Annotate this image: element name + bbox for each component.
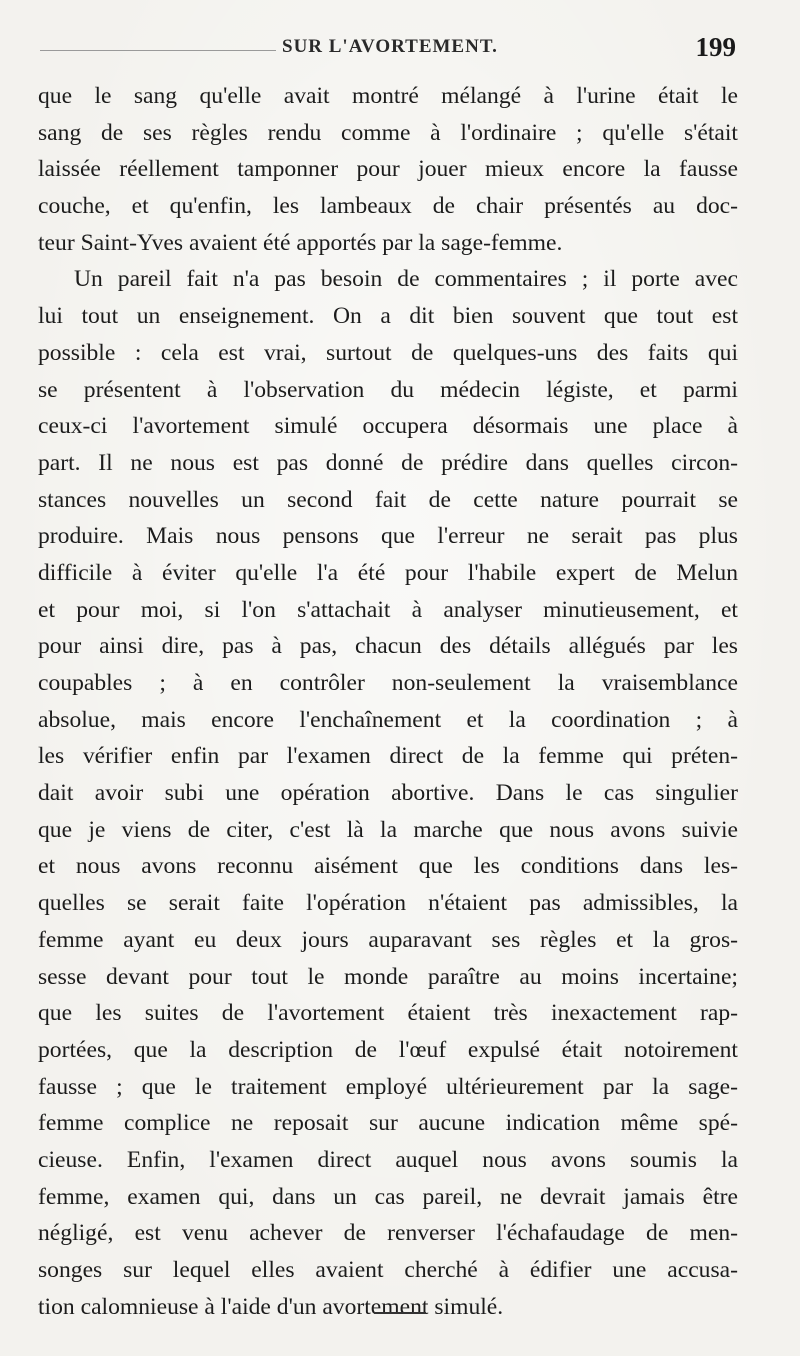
text-line: sesse devant pour tout le monde paraître au moins incertaine; (38, 963, 738, 990)
text-line: coupables ; à en contrôler non-seulement la vraisemblance (38, 670, 738, 696)
text-line: stances nouvelles un second fait de cette nature pourrait se (38, 486, 738, 513)
text-line: femme complice ne reposait sur aucune indication même spé- (38, 1110, 738, 1137)
page-header (40, 32, 740, 66)
text-line: songes sur lequel elles avaient cherché à édifier une accusa- (38, 1257, 738, 1283)
text-line: que les suites de l'avortement étaient très inexactement rap- (38, 1000, 738, 1027)
text-line: absolue, mais encore l'enchaînement et la coordination ; à (38, 706, 738, 733)
text-line: portées, que la description de l'œuf expulsé était notoirement (38, 1036, 738, 1063)
text-line: et nous avons reconnu aisément que les conditions dans les- (38, 853, 738, 880)
text-line: difficile à éviter qu'elle l'a été pour l'habile expert de Melun (38, 559, 738, 586)
text-line: les vérifier enfin par l'examen direct de la femme qui préten- (38, 743, 738, 770)
text-line: fausse ; que le traitement employé ultérieurement par la sage- (38, 1073, 738, 1100)
text-line: teur Saint-Yves avaient été apportés par la sage-femme. (38, 229, 563, 256)
footer-rule (374, 1312, 426, 1314)
text-line: sang de ses règles rendu comme à l'ordinaire ; qu'elle s'était (38, 119, 738, 146)
text-line: Un pareil fait n'a pas besoin de commentaires ; il porte avec (74, 266, 738, 293)
text-line: couche, et qu'enfin, les lambeaux de chair présentés au doc- (38, 193, 738, 220)
text-line: produire. Mais nous pensons que l'erreur ne serait pas plus (38, 523, 738, 550)
text-line: femme ayant eu deux jours auparavant ses règles et la gros- (38, 926, 738, 953)
text-line: pour ainsi dire, pas à pas, chacun des détails allégués par les (38, 633, 738, 660)
text-line: cieuse. Enfin, l'examen direct auquel nous avons soumis la (38, 1146, 738, 1173)
text-line: que je viens de citer, c'est là la marche que nous avons suivie (38, 816, 738, 843)
running-head: SUR L'AVORTEMENT. (282, 36, 498, 57)
text-line: quelles se serait faite l'opération n'étaient pas admissibles, la (38, 890, 738, 917)
page-number: 199 (695, 32, 736, 62)
text-line: et pour moi, si l'on s'attachait à analyser minutieusement, et (38, 596, 738, 623)
text-line: négligé, est venu achever de renverser l'échafaudage de men- (38, 1220, 738, 1247)
text-line: dait avoir subi une opération abortive. Dans le cas singulier (38, 780, 738, 807)
text-line: part. Il ne nous est pas donné de prédire dans quelles circon- (38, 449, 738, 476)
text-line: lui tout un enseignement. On a dit bien souvent que tout est (38, 303, 738, 330)
text-line: que le sang qu'elle avait montré mélangé à l'urine était le (38, 83, 738, 109)
text-line: ceux-ci l'avortement simulé occupera désormais une place à (38, 413, 738, 440)
text-line: se présentent à l'observation du médecin légiste, et parmi (38, 376, 738, 403)
header-rule (40, 50, 276, 51)
text-line: femme, examen qui, dans un cas pareil, ne devrait jamais être (38, 1183, 738, 1210)
text-line: possible : cela est vrai, surtout de quelques-uns des faits qui (38, 339, 738, 366)
text-line: tion calomnieuse à l'aide d'un avortement simulé. (38, 1293, 504, 1320)
body-text (38, 78, 738, 1325)
text-line: laissée réellement tamponner pour jouer mieux encore la fausse (38, 156, 738, 183)
